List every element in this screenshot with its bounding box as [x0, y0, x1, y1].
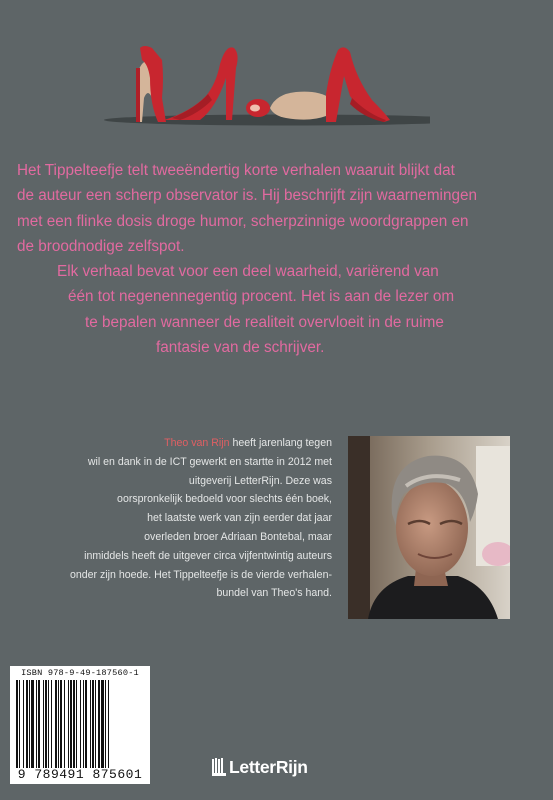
barcode-bar: [76, 680, 77, 768]
barcode-bar: [80, 680, 81, 768]
barcode-bar: [98, 680, 100, 768]
barcode-bar: [48, 680, 49, 768]
barcode-bar: [31, 680, 34, 768]
barcode-bar: [95, 680, 96, 768]
barcode-bars: [16, 680, 144, 768]
bio-first-line-rest: heeft jarenlang tegen: [229, 437, 332, 449]
barcode-bar: [90, 680, 91, 768]
barcode-bar: [23, 680, 24, 768]
barcode-bar: [55, 680, 57, 768]
barcode-bar: [51, 680, 52, 768]
author-name: Theo van Rijn: [164, 437, 230, 449]
bio-line: oorspronkelijk bedoeld voor slechts één boek,: [117, 493, 332, 506]
publisher-logo: [212, 756, 308, 778]
bio-line: bundel van Theo's hand.: [216, 587, 332, 600]
barcode-bar: [16, 680, 18, 768]
barcode-bar: [68, 680, 69, 768]
letterrijn-book-icon: [212, 758, 226, 776]
blurb-line: Elk verhaal bevat voor een deel waarheid, variërend van: [57, 263, 439, 281]
bio-line: het laatste werk van zijn eerder dat jaar: [147, 512, 332, 525]
isbn-barcode: [10, 666, 150, 784]
barcode-bar: [92, 680, 94, 768]
bio-line: [60, 434, 332, 453]
publisher-name: LetterRijn: [229, 756, 308, 777]
bio-line: overleden broer Adriaan Bontebal, maar: [144, 530, 332, 543]
blurb-line: fantasie van de schrijver.: [156, 339, 325, 357]
barcode-bar: [83, 680, 84, 768]
red-high-heels-illustration: [100, 38, 430, 130]
barcode-bar: [38, 680, 40, 768]
bio-line: inmiddels heeft de uitgever circa vijfentwintig auteurs: [84, 549, 332, 562]
barcode-bar: [29, 680, 30, 768]
barcode-bar: [101, 680, 104, 768]
barcode-bar: [105, 680, 106, 768]
barcode-bar: [60, 680, 62, 768]
barcode-bar: [58, 680, 59, 768]
blurb-line: één tot negenennegentig procent. Het is aan de lezer om: [68, 288, 455, 306]
back-cover-blurb: [0, 158, 553, 360]
barcode-bar: [36, 680, 37, 768]
blurb-line: de auteur een scherp observator is. Hij beschrijft zijn waarnemingen: [17, 187, 477, 205]
barcode-bar: [108, 680, 109, 768]
bio-line: uitgeverij LetterRijn. Deze was: [188, 474, 332, 487]
blurb-line: met een flinke dosis droge humor, scherpzinnige woordgrappen en: [17, 212, 469, 230]
barcode-bar: [64, 680, 65, 768]
barcode-bar: [43, 680, 44, 768]
bio-line: wil en dank in de ICT gewerkt en startte in 2012 met: [87, 455, 332, 468]
barcode-bar: [73, 680, 75, 768]
barcode-bar: [26, 680, 28, 768]
barcode-bar: [45, 680, 47, 768]
isbn-label: ISBN 978-9-49-187560-1: [21, 668, 139, 678]
blurb-line: Het Tippelteefje telt tweeëndertig korte verhalen waaruit blijkt dat: [17, 162, 455, 179]
bio-line: onder zijn hoede. Het Tippelteefje is de vierde verhalen-: [69, 568, 332, 581]
author-photo: [348, 436, 510, 619]
barcode-bar: [19, 680, 20, 768]
author-bio: [60, 434, 332, 603]
barcode-bar: [85, 680, 87, 768]
isbn-digits: 9 789491 875601: [17, 767, 143, 782]
barcode-bar: [70, 680, 72, 768]
blurb-line: te bepalen wanneer de realiteit overvloeit in de ruime: [85, 313, 444, 331]
blurb-line: de broodnodige zelfspot.: [17, 237, 185, 255]
